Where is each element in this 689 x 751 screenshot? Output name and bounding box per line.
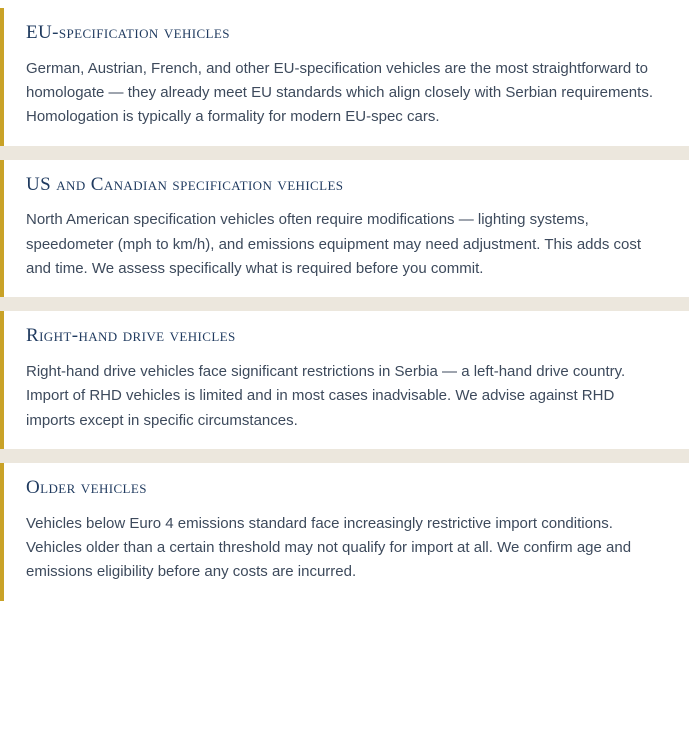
- section-title: Right-hand drive vehicles: [26, 325, 236, 347]
- section-divider: [0, 297, 689, 311]
- section-divider: [0, 449, 689, 463]
- section-card-eu-specification-vehicles: [0, 8, 689, 146]
- section-body: North American specification vehicles often require modifications — lighting systems, speedometer (mph to km/h), and emissions equipment may need adjustment. This adds cost and time. We assess specifically what is required before you commit.: [26, 211, 642, 278]
- section-body: German, Austrian, French, and other EU-specification vehicles are the most straightforward to homologate — they already meet EU standards which align closely with Serbian requirements. Homologation is typically a formality for modern EU-spec cars.: [26, 59, 653, 126]
- section-card-right-hand-drive-vehicles: [0, 311, 689, 449]
- section-title: US and Canadian specification vehicles: [26, 173, 344, 195]
- section-body: Vehicles below Euro 4 emissions standard face increasingly restrictive import conditions. Vehicles older than a certain threshold may not qualify for import at all. We confirm age and emissions eligibility before any costs are incurred.: [26, 514, 632, 581]
- section-card-us-and-canadian-specification-vehicles: [0, 160, 689, 298]
- section-title: EU-specification vehicles: [26, 22, 230, 43]
- section-card-older-vehicles: [0, 463, 689, 601]
- section-title: Older vehicles: [26, 477, 147, 499]
- top-spacer: [0, 0, 689, 8]
- section-body: Right-hand drive vehicles face significant restrictions in Serbia — a left-hand drive country. Import of RHD vehicles is limited and in most cases inadvisable. We advise against RHD imports except in specific circumstances.: [26, 363, 626, 429]
- section-divider: [0, 146, 689, 160]
